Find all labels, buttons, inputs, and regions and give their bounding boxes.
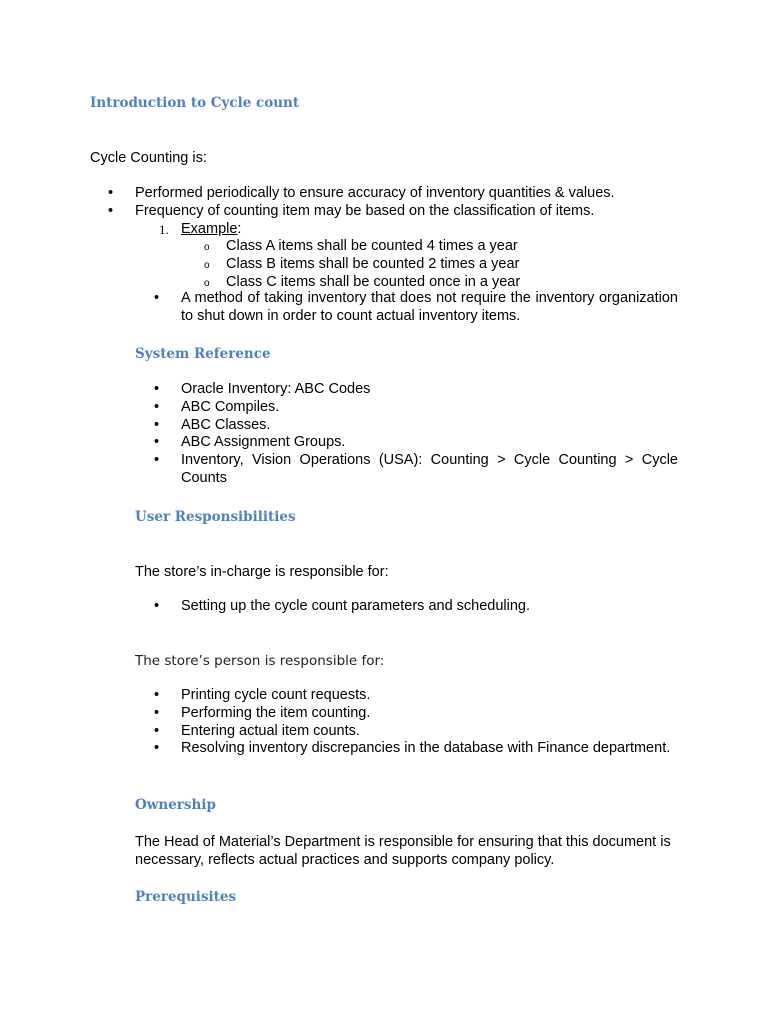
intro-bullet-list bbox=[135, 185, 680, 221]
list-item: • ABC Classes. bbox=[181, 417, 678, 435]
list-number: 1. bbox=[159, 222, 169, 237]
list-item: • A method of taking inventory that does not require the inventory organization to shut down in order to count actual inventory items. bbox=[181, 290, 678, 326]
ownership-heading: Ownership bbox=[135, 797, 216, 813]
method-bullet-list bbox=[181, 290, 678, 326]
incharge-text: The store’s in-charge is responsible for: bbox=[135, 564, 389, 580]
person-text: The store’s person is responsible for: bbox=[135, 653, 385, 669]
system-reference-heading: System Reference bbox=[135, 346, 271, 362]
intro-text: Cycle Counting is: bbox=[90, 150, 207, 166]
example-label: Example bbox=[181, 221, 238, 237]
list-item: • Oracle Inventory: ABC Codes bbox=[181, 381, 678, 399]
list-item: • Frequency of counting item may be based on the classification of items. bbox=[135, 203, 680, 221]
list-item: • ABC Compiles. bbox=[181, 399, 678, 417]
list-item: • Performed periodically to ensure accuracy of inventory quantities & values. bbox=[135, 185, 680, 203]
list-item: • Inventory, Vision Operations (USA): Counting > Cycle Counting > Cycle Counts bbox=[181, 452, 678, 488]
person-list bbox=[181, 687, 678, 758]
example-sub-list bbox=[226, 238, 520, 291]
list-item bbox=[159, 221, 242, 239]
list-item: • Printing cycle count requests. bbox=[181, 687, 678, 705]
system-reference-list bbox=[181, 381, 678, 488]
list-item: o Class B items shall be counted 2 times a year bbox=[226, 256, 520, 274]
page-title: Introduction to Cycle count bbox=[90, 95, 300, 111]
ownership-text: The Head of Material’s Department is responsible for ensuring that this document is necessary, reflects actual practices and supports company policy. bbox=[135, 834, 671, 868]
list-item: • Setting up the cycle count parameters and scheduling. bbox=[181, 598, 678, 616]
example-suffix: : bbox=[237, 221, 242, 237]
incharge-list bbox=[181, 598, 678, 616]
user-responsibilities-heading: User Responsibilities bbox=[135, 509, 296, 525]
example-list bbox=[159, 221, 242, 239]
list-item: o Class A items shall be counted 4 times a year bbox=[226, 238, 520, 256]
list-item: • ABC Assignment Groups. bbox=[181, 434, 678, 452]
prerequisites-heading: Prerequisites bbox=[135, 889, 237, 905]
list-item: • Performing the item counting. bbox=[181, 705, 678, 723]
list-item: • Entering actual item counts. bbox=[181, 723, 678, 741]
list-item: o Class C items shall be counted once in a year bbox=[226, 274, 520, 292]
list-item: • Resolving inventory discrepancies in the database with Finance department. bbox=[181, 740, 678, 758]
